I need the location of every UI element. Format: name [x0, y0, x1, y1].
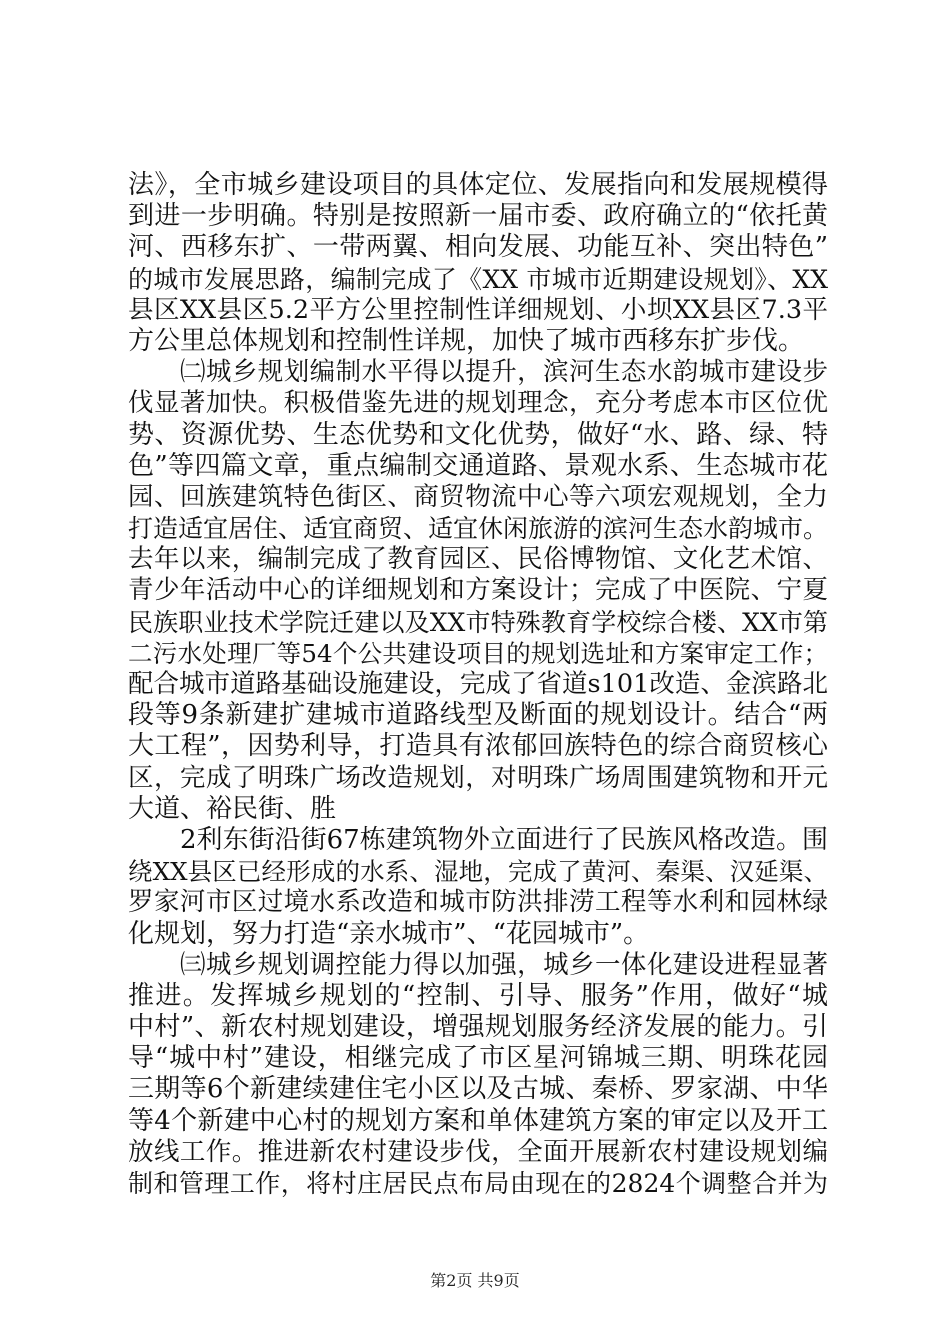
text-line: 民族职业技术学院迁建以及XX市特殊教育学校综合楼、XX市第: [128, 607, 828, 637]
text-line: 大道、裕民街、胜: [128, 793, 337, 824]
text-line: 势、资源优势、生态优势和文化优势，做好“水、路、绿、特: [128, 419, 828, 450]
text-line: 二污水处理厂等54个公共建设项目的规划选址和方案审定工作；: [128, 638, 828, 668]
text-line: 伐显著加快。积极借鉴先进的规划理念，充分考虑本市区位优: [128, 388, 828, 419]
text-line: 等4个新建中心村的规划方案和单体建筑方案的审定以及开工: [128, 1105, 828, 1136]
text-line: 法》，全市城乡建设项目的具体定位、发展指向和发展规模得: [128, 170, 828, 200]
text-line: 青少年活动中心的详细规划和方案设计；完成了中医院、宁夏: [128, 575, 828, 606]
text-line: 放线工作。推进新农村建设步伐，全面开展新农村建设规划编: [128, 1136, 828, 1167]
text-line: 三期等6个新建续建住宅小区以及古城、秦桥、罗家湖、中华: [128, 1074, 828, 1105]
text-line: 段等9条新建扩建城市道路线型及断面的规划设计。结合“两: [128, 700, 828, 731]
text-line: 绕XX县区已经形成的水系、湿地，完成了黄河、秦渠、汉延渠、: [128, 857, 828, 887]
text-line: 导“城中村”建设，相继完成了市区星河锦城三期、明珠花园: [128, 1043, 828, 1074]
text-line: 2利东街沿街67栋建筑物外立面进行了民族风格改造。围: [180, 824, 828, 855]
text-line: 县区XX县区5.2平方公里控制性详细规划、小坝XX县区7.3平: [128, 294, 828, 325]
text-line: 区，完成了明珠广场改造规划，对明珠广场周围建筑物和开元: [128, 762, 828, 793]
text-line: ㈡城乡规划编制水平得以提升，滨河生态水韵城市建设步: [180, 357, 828, 388]
text-line: 中村”、新农村规划建设，增强规划服务经济发展的能力。引: [128, 1012, 828, 1043]
text-line: 方公里总体规划和控制性详规，加快了城市西移东扩步伐。: [128, 325, 805, 356]
text-line: 大工程”，因势利导，打造具有浓郁回族特色的综合商贸核心: [128, 731, 828, 762]
text-line: 河、西移东扩、一带两翼、相向发展、功能互补、突出特色”: [128, 232, 828, 263]
text-line: 推进。发挥城乡规划的“控制、引导、服务”作用，做好“城: [128, 980, 828, 1011]
text-line: ㈢城乡规划调控能力得以加强，城乡一体化建设进程显著: [180, 949, 828, 980]
text-line: 打造适宜居住、适宜商贸、适宜休闲旅游的滨河生态水韵城市。: [128, 514, 829, 544]
text-line: 化规划，努力打造“亲水城市”、“花园城市”。: [128, 918, 650, 949]
text-line: 的城市发展思路，编制完成了《XX 市城市近期建设规划》、XX: [128, 264, 828, 294]
text-line: 制和管理工作，将村庄居民点布局由现在的2824个调整合并为: [128, 1169, 828, 1198]
body-text: [128, 170, 828, 1199]
text-line: 到进一步明确。特别是按照新一届市委、政府确立的“依托黄: [128, 201, 828, 232]
text-line: 色”等四篇文章，重点编制交通道路、景观水系、生态城市花: [128, 450, 828, 481]
text-line: 罗家河市区过境水系改造和城市防洪排涝工程等水利和园林绿: [128, 887, 828, 918]
text-line: 配合城市道路基础设施建设，完成了省道s101改造、金滨路北: [128, 669, 828, 699]
text-line: 园、回族建筑特色街区、商贸物流中心等六项宏观规划，全力: [128, 481, 828, 512]
page-number-footer: 第2页 共9页: [430, 1271, 520, 1290]
text-line: 去年以来，编制完成了教育园区、民俗博物馆、文化艺术馆、: [128, 544, 828, 575]
